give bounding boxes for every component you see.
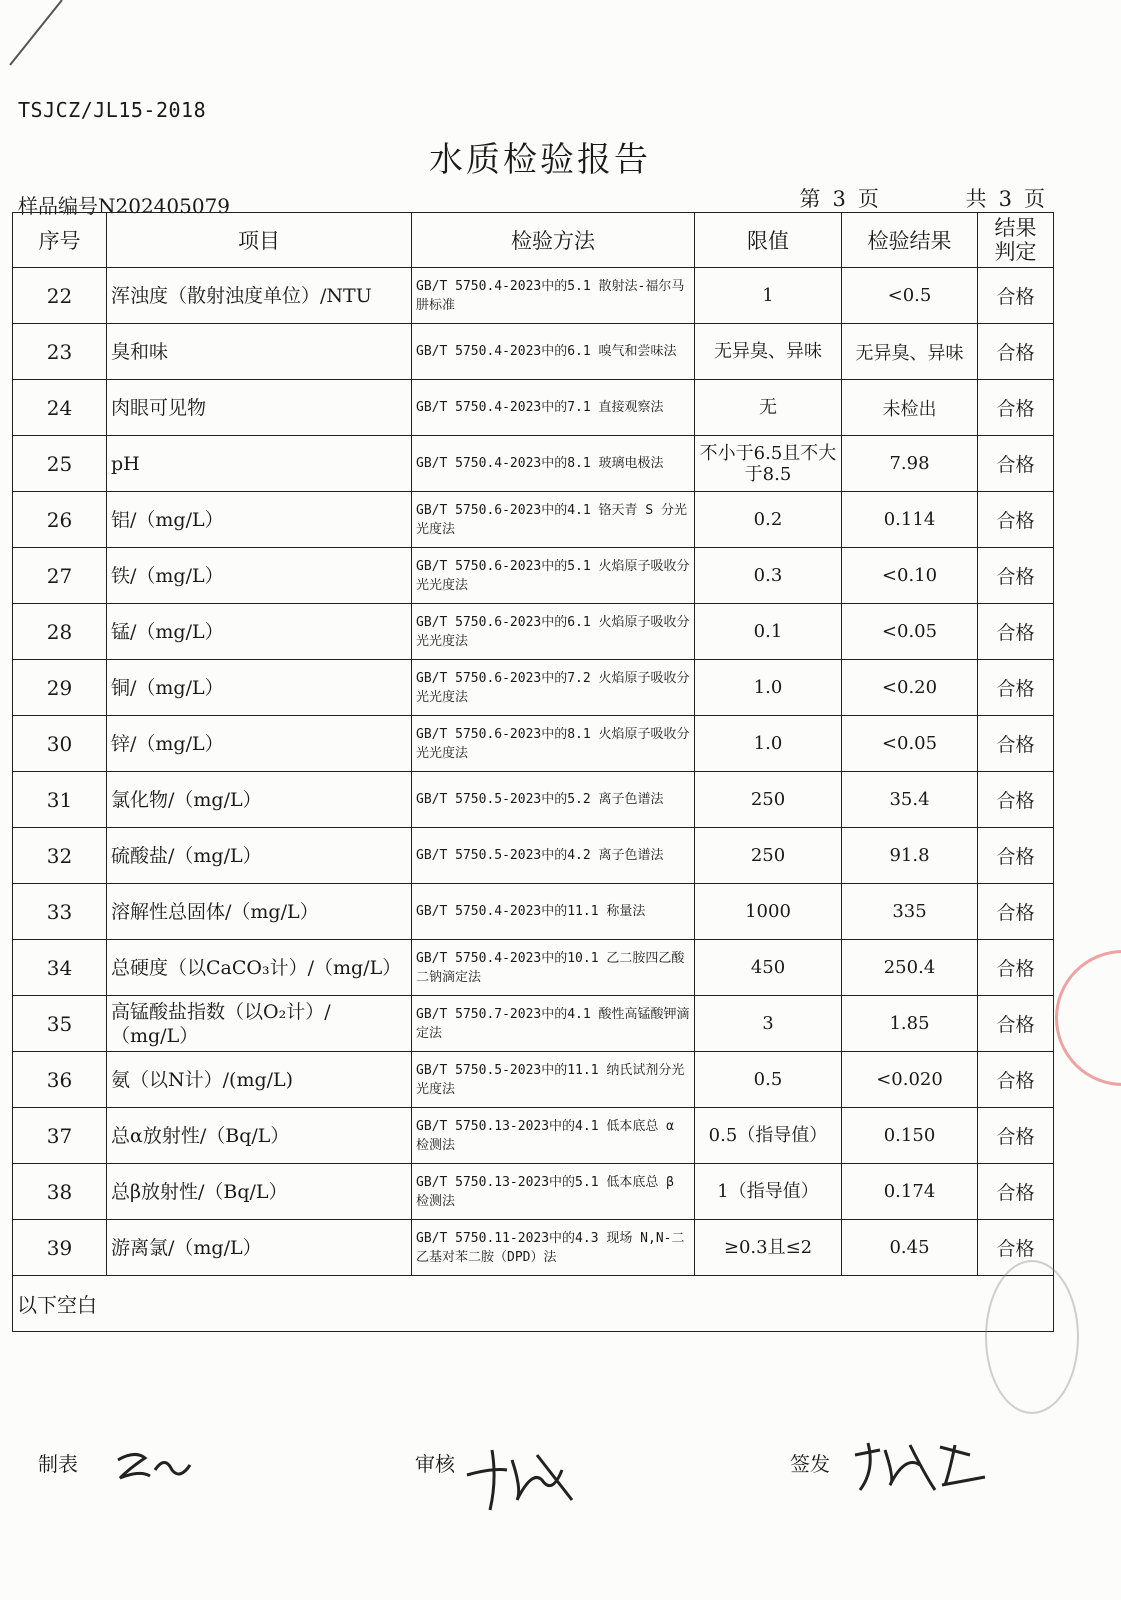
header-method: 检验方法 [412,213,695,268]
table-row [13,660,1054,716]
header-item: 项目 [107,213,412,268]
table-row [13,1108,1054,1164]
page-total: 3 [998,187,1012,211]
table-row [13,772,1054,828]
row-number: 33 [13,884,107,940]
row-method: GB/T 5750.6-2023中的4.1 铬天青 S 分光光度法 [412,492,695,548]
row-method: GB/T 5750.5-2023中的5.2 离子色谱法 [412,772,695,828]
row-judgement: 合格 [978,660,1054,716]
grey-seal [985,1260,1079,1414]
row-item: 总硬度（以CaCO₃计）/（mg/L） [107,940,412,996]
table-row [13,1052,1054,1108]
blank-row [13,1276,1054,1332]
row-judgement: 合格 [978,380,1054,436]
table-row [13,436,1054,492]
row-method: GB/T 5750.6-2023中的6.1 火焰原子吸收分光光度法 [412,604,695,660]
header-judgement-line1: 结果 [994,216,1037,240]
row-item: 游离氯/（mg/L） [107,1220,412,1276]
row-result: <0.5 [842,268,978,324]
prepared-by-label: 制表 [38,1452,78,1476]
row-limit: 1 [695,268,842,324]
row-limit: 0.5（指导值） [695,1108,842,1164]
row-method: GB/T 5750.4-2023中的11.1 称量法 [412,884,695,940]
row-method: GB/T 5750.7-2023中的4.1 酸性高锰酸钾滴定法 [412,996,695,1052]
row-result: 1.85 [842,996,978,1052]
row-item: 氨（以N计）/(mg/L) [107,1052,412,1108]
row-result: 35.4 [842,772,978,828]
row-result: <0.020 [842,1052,978,1108]
row-item: 总β放射性/（Bq/L） [107,1164,412,1220]
row-judgement: 合格 [978,548,1054,604]
row-result: <0.05 [842,716,978,772]
reviewed-signature [462,1440,582,1515]
row-method: GB/T 5750.6-2023中的7.2 火焰原子吸收分光光度法 [412,660,695,716]
page-word: 第 [799,187,821,211]
row-number: 22 [13,268,107,324]
row-item: 溶解性总固体/（mg/L） [107,884,412,940]
table-row [13,996,1054,1052]
row-number: 28 [13,604,107,660]
page-word: 页 [1024,187,1045,211]
header-limit: 限值 [695,213,842,268]
row-item: 铁/（mg/L） [107,548,412,604]
table-row [13,548,1054,604]
row-limit: 1.0 [695,716,842,772]
row-number: 36 [13,1052,107,1108]
row-limit: 1（指导值） [695,1164,842,1220]
row-method: GB/T 5750.4-2023中的7.1 直接观察法 [412,380,695,436]
row-result: 未检出 [842,380,978,436]
issued-by-label: 签发 [790,1452,830,1476]
table-row [13,828,1054,884]
row-method: GB/T 5750.5-2023中的11.1 纳氏试剂分光光度法 [412,1052,695,1108]
row-number: 26 [13,492,107,548]
row-result: 0.45 [842,1220,978,1276]
row-item: 浑浊度（散射浊度单位）/NTU [107,268,412,324]
row-limit: 无异臭、异味 [695,324,842,380]
row-judgement: 合格 [978,436,1054,492]
row-judgement: 合格 [978,324,1054,380]
row-judgement: 合格 [978,268,1054,324]
row-number: 35 [13,996,107,1052]
row-number: 37 [13,1108,107,1164]
row-limit: 250 [695,828,842,884]
blank-note: 以下空白 [13,1276,1054,1332]
row-judgement: 合格 [978,940,1054,996]
row-method: GB/T 5750.13-2023中的5.1 低本底总 β 检测法 [412,1164,695,1220]
row-judgement: 合格 [978,604,1054,660]
row-number: 23 [13,324,107,380]
row-judgement: 合格 [978,492,1054,548]
row-limit: 1000 [695,884,842,940]
table-row [13,380,1054,436]
row-number: 32 [13,828,107,884]
row-judgement: 合格 [978,884,1054,940]
sample-number-value: N202405079 [98,194,231,218]
row-item: 锌/（mg/L） [107,716,412,772]
table-row [13,884,1054,940]
row-item: 高锰酸盐指数（以O₂计）/（mg/L） [107,996,412,1052]
row-limit: 250 [695,772,842,828]
corner-scribble [0,0,80,80]
row-number: 34 [13,940,107,996]
row-judgement: 合格 [978,716,1054,772]
row-judgement: 合格 [978,1108,1054,1164]
row-item: 氯化物/（mg/L） [107,772,412,828]
row-item: 臭和味 [107,324,412,380]
row-item: 铜/（mg/L） [107,660,412,716]
header-judgement-line2: 判定 [994,240,1037,264]
table-row [13,492,1054,548]
row-method: GB/T 5750.5-2023中的4.2 离子色谱法 [412,828,695,884]
prepared-signature [110,1440,200,1490]
row-result: 7.98 [842,436,978,492]
row-number: 27 [13,548,107,604]
row-limit: 1.0 [695,660,842,716]
row-number: 31 [13,772,107,828]
table-row [13,324,1054,380]
row-result: <0.05 [842,604,978,660]
page-current: 3 [832,187,846,211]
row-number: 25 [13,436,107,492]
reviewed-by-label: 审核 [415,1452,455,1476]
page-word: 页 [857,187,879,211]
table-row [13,1220,1054,1276]
row-number: 29 [13,660,107,716]
row-item: 肉眼可见物 [107,380,412,436]
row-number: 39 [13,1220,107,1276]
issued-signature [850,1435,990,1495]
row-method: GB/T 5750.4-2023中的5.1 散射法-福尔马肼标准 [412,268,695,324]
row-result: 0.150 [842,1108,978,1164]
row-judgement: 合格 [978,996,1054,1052]
row-result: 91.8 [842,828,978,884]
report-title: 水质检验报告 [429,140,651,180]
table-row [13,604,1054,660]
row-number: 38 [13,1164,107,1220]
document-code: TSJCZ/JL15-2018 [18,98,207,122]
row-judgement: 合格 [978,1220,1054,1276]
red-seal [1055,950,1121,1086]
row-method: GB/T 5750.4-2023中的8.1 玻璃电极法 [412,436,695,492]
row-result: <0.20 [842,660,978,716]
table-header-row [13,213,1054,268]
row-result: 无异臭、异味 [842,324,978,380]
row-result: <0.10 [842,548,978,604]
sample-number-label: 样品编号 [18,194,98,218]
row-judgement: 合格 [978,772,1054,828]
header-no: 序号 [13,213,107,268]
row-limit: 0.2 [695,492,842,548]
row-method: GB/T 5750.4-2023中的6.1 嗅气和尝味法 [412,324,695,380]
table-row [13,716,1054,772]
row-judgement: 合格 [978,1052,1054,1108]
row-limit: 0.1 [695,604,842,660]
row-result: 335 [842,884,978,940]
header-result: 检验结果 [842,213,978,268]
row-method: GB/T 5750.11-2023中的4.3 现场 N,N-二乙基对苯二胺（DPD）法 [412,1220,695,1276]
row-method: GB/T 5750.6-2023中的8.1 火焰原子吸收分光光度法 [412,716,695,772]
row-number: 24 [13,380,107,436]
row-item: 总α放射性/（Bq/L） [107,1108,412,1164]
row-limit: 0.5 [695,1052,842,1108]
row-item: 铝/（mg/L） [107,492,412,548]
row-limit: 3 [695,996,842,1052]
row-judgement: 合格 [978,828,1054,884]
row-limit: 450 [695,940,842,996]
row-result: 0.174 [842,1164,978,1220]
row-limit: 0.3 [695,548,842,604]
page-total-word: 共 [965,187,987,211]
row-item: 硫酸盐/（mg/L） [107,828,412,884]
table-row [13,1164,1054,1220]
row-limit: ≥0.3且≤2 [695,1220,842,1276]
row-result: 0.114 [842,492,978,548]
row-item: 锰/（mg/L） [107,604,412,660]
row-result: 250.4 [842,940,978,996]
table-row [13,940,1054,996]
row-method: GB/T 5750.6-2023中的5.1 火焰原子吸收分光光度法 [412,548,695,604]
row-limit: 无 [695,380,842,436]
header-judgement [978,213,1054,268]
row-judgement: 合格 [978,1164,1054,1220]
page-indicator [794,183,1051,213]
row-limit: 不小于6.5且不大于8.5 [695,436,842,492]
row-method: GB/T 5750.13-2023中的4.1 低本底总 α 检测法 [412,1108,695,1164]
row-method: GB/T 5750.4-2023中的10.1 乙二胺四乙酸二钠滴定法 [412,940,695,996]
table-row [13,268,1054,324]
row-number: 30 [13,716,107,772]
results-table [12,212,1054,1332]
row-item: pH [107,436,412,492]
